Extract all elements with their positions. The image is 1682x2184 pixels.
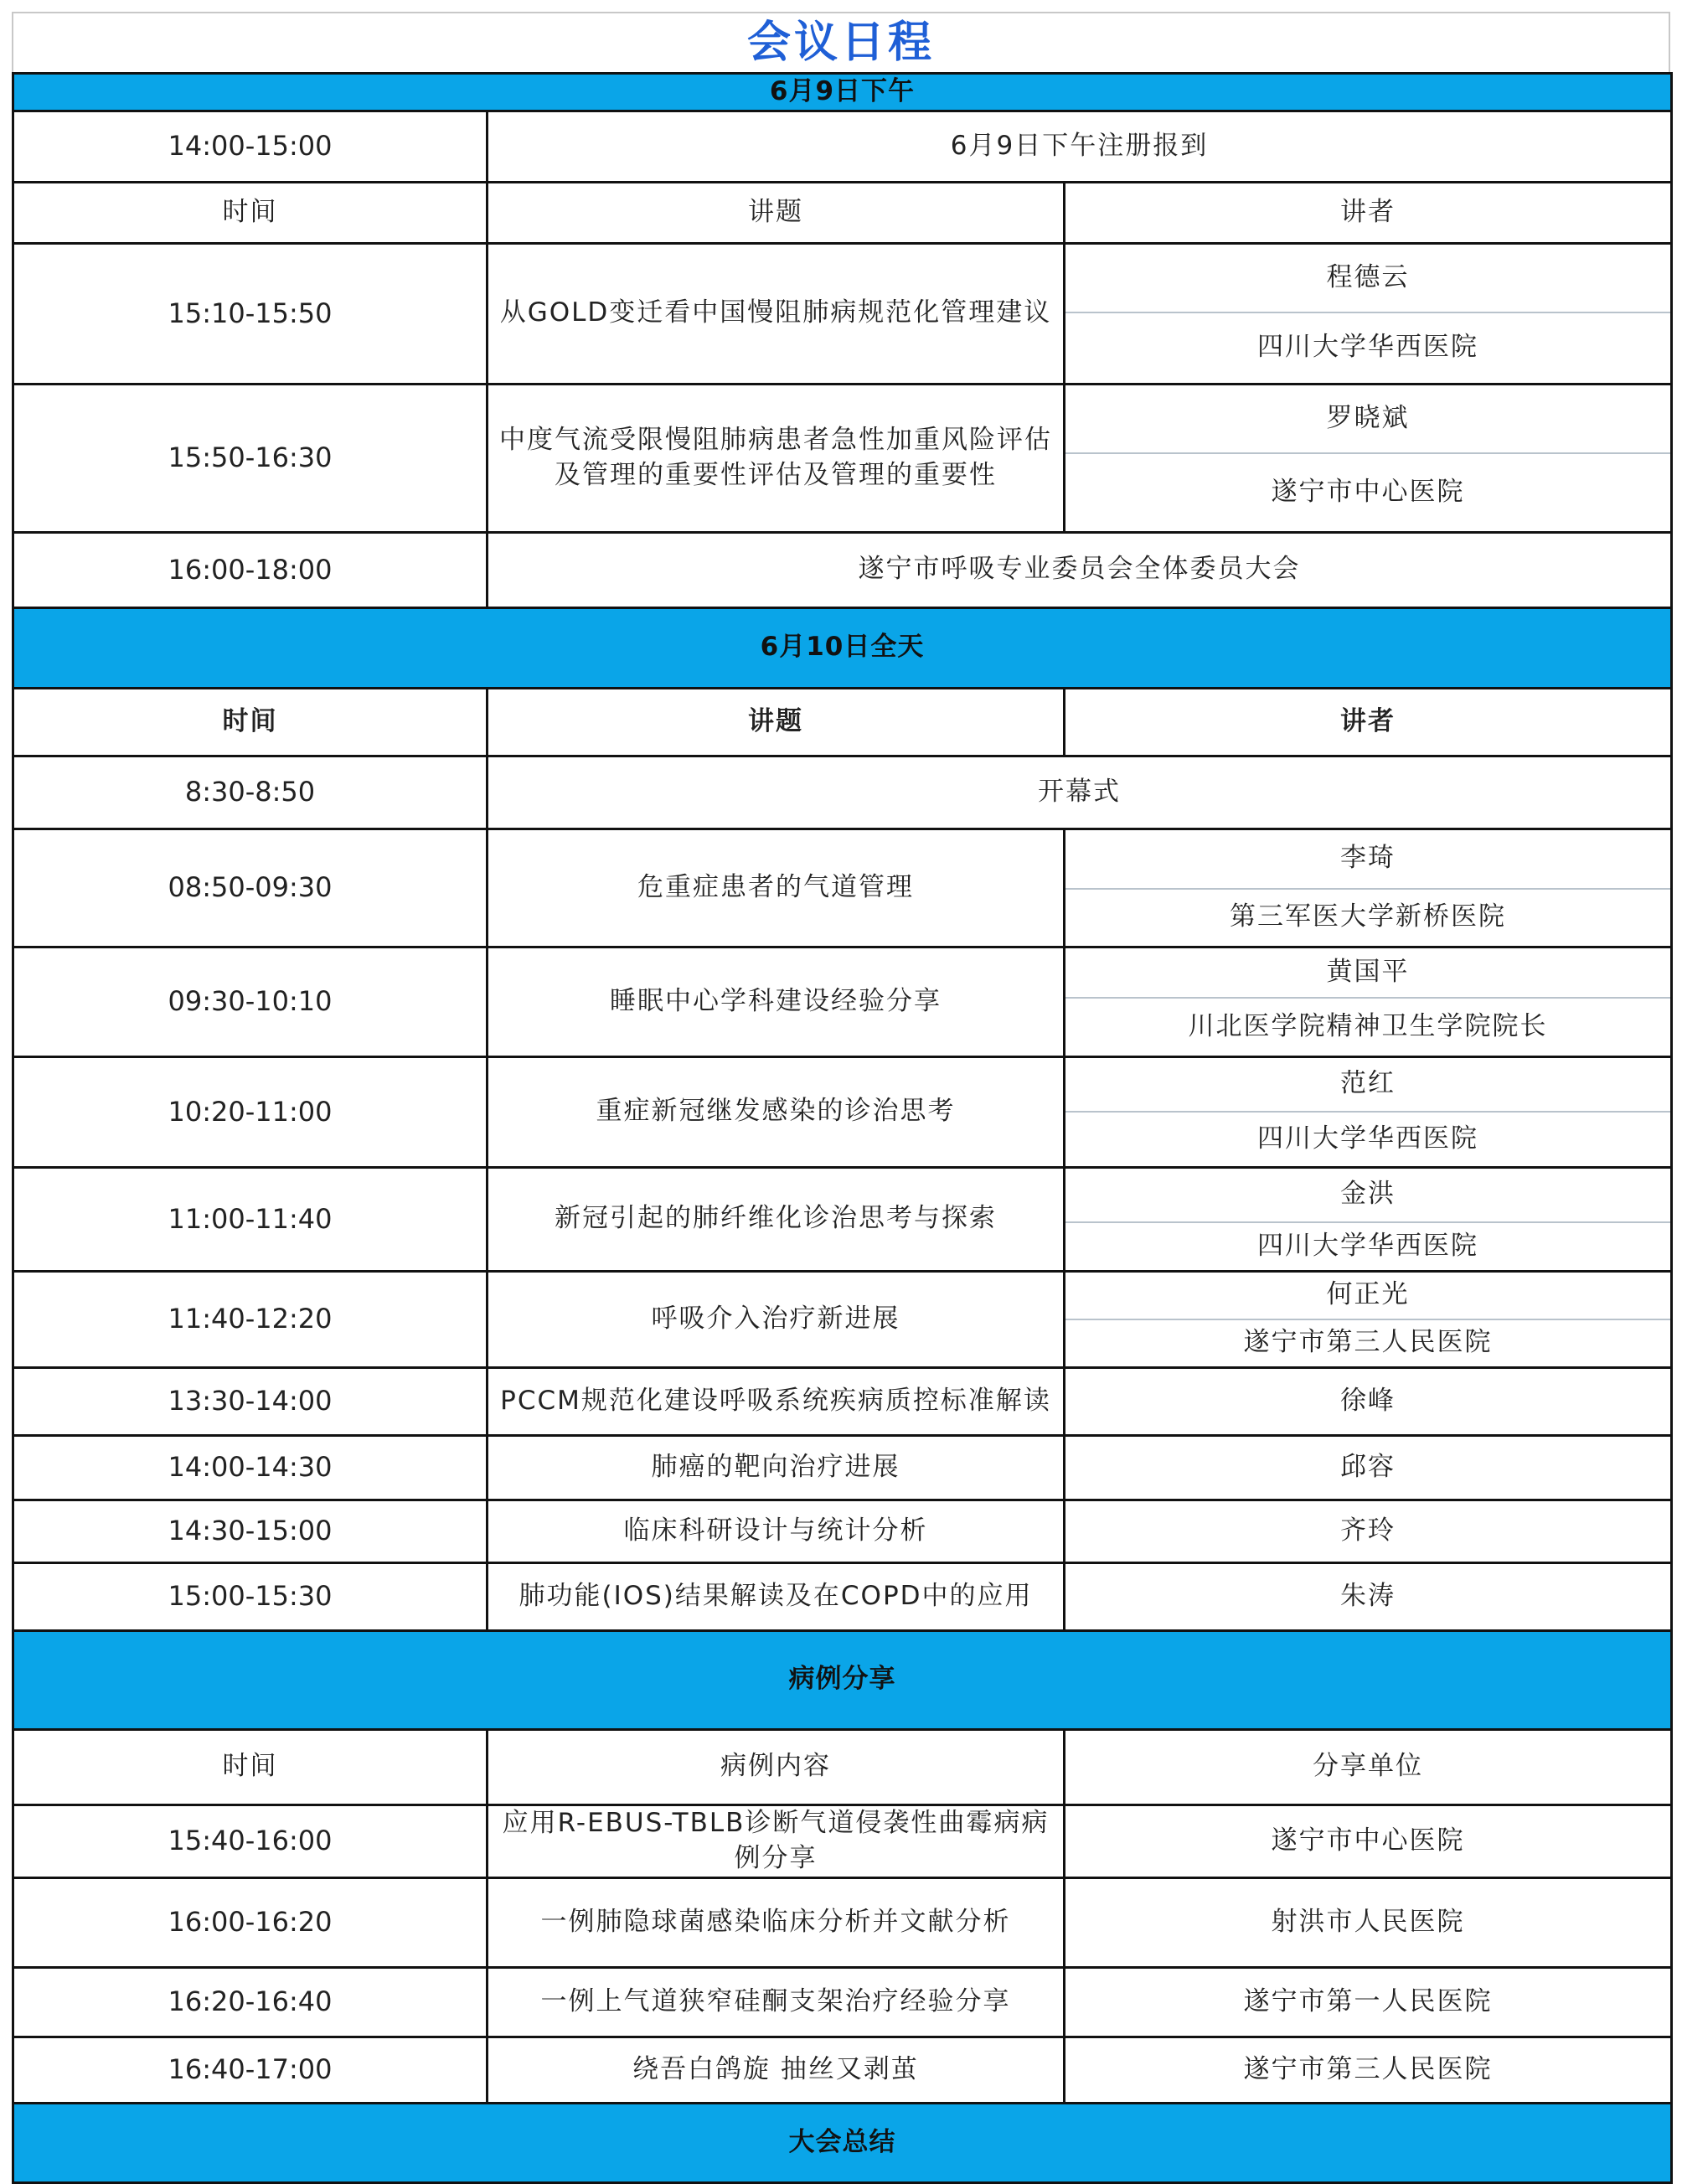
event-cell: 遂宁市呼吸专业委员会全体委员大会 <box>488 532 1672 607</box>
time-cell: 11:40-12:20 <box>13 1271 488 1367</box>
speaker-name: 程德云 <box>1065 245 1670 313</box>
case-row <box>13 2037 1672 2103</box>
topic-cell: 肺功能(IOS)结果解读及在COPD中的应用 <box>488 1562 1065 1630</box>
header-topic: 讲题 <box>488 182 1065 243</box>
talk-row <box>13 384 1672 532</box>
agenda-page <box>12 12 1670 2184</box>
speaker-cell <box>1065 1271 1672 1367</box>
header-time: 时间 <box>13 1729 488 1805</box>
talk-row <box>13 1367 1672 1435</box>
topic-cell: 应用R-EBUS-TBLB诊断气道侵袭性曲霉病病例分享 <box>488 1805 1065 1877</box>
topic-cell: 绕吾白鸽旋 抽丝又剥茧 <box>488 2037 1065 2103</box>
topic-cell: 中度气流受限慢阻肺病患者急性加重风险评估及管理的重要性评估及管理的重要性 <box>488 384 1065 532</box>
speaker-name: 黄国平 <box>1065 948 1670 999</box>
speaker-name: 金洪 <box>1065 1169 1670 1223</box>
unit-cell: 射洪市人民医院 <box>1065 1877 1672 1967</box>
section-band-summary <box>13 2103 1672 2182</box>
header-time: 时间 <box>13 688 488 756</box>
speaker-cell <box>1065 829 1672 947</box>
time-cell: 15:40-16:00 <box>13 1805 488 1877</box>
speaker-name: 罗晓斌 <box>1065 385 1670 454</box>
time-cell: 16:00-16:20 <box>13 1877 488 1967</box>
topic-cell: PCCM规范化建设呼吸系统疾病质控标准解读 <box>488 1367 1065 1435</box>
meeting-row <box>13 532 1672 607</box>
speaker-cell: 朱涛 <box>1065 1562 1672 1630</box>
section-title: 大会总结 <box>13 2103 1672 2182</box>
agenda-table <box>12 72 1673 2184</box>
header-row <box>13 1729 1672 1805</box>
speaker-cell <box>1065 947 1672 1056</box>
speaker-cell <box>1065 1167 1672 1271</box>
unit-cell: 遂宁市第三人民医院 <box>1065 2037 1672 2103</box>
time-cell: 14:30-15:00 <box>13 1500 488 1562</box>
time-cell: 10:20-11:00 <box>13 1056 488 1167</box>
speaker-org: 川北医学院精神卫生学院院长 <box>1188 1010 1548 1041</box>
talk-row <box>13 829 1672 947</box>
opening-row <box>13 756 1672 829</box>
header-row <box>13 182 1672 243</box>
speaker-cell <box>1065 243 1672 384</box>
header-speaker: 讲者 <box>1065 182 1672 243</box>
topic-cell: 临床科研设计与统计分析 <box>488 1500 1065 1562</box>
talk-row <box>13 243 1672 384</box>
section-band-cases <box>13 1630 1672 1729</box>
topic-cell: 肺癌的靶向治疗进展 <box>488 1435 1065 1500</box>
time-cell: 09:30-10:10 <box>13 947 488 1056</box>
speaker-org: 遂宁市第三人民医院 <box>1243 1327 1493 1358</box>
topic-cell: 从GOLD变迁看中国慢阻肺病规范化管理建议 <box>488 243 1065 384</box>
speaker-org: 四川大学华西医院 <box>1257 1123 1478 1154</box>
speaker-cell: 邱容 <box>1065 1435 1672 1500</box>
time-cell: 08:50-09:30 <box>13 829 488 947</box>
speaker-name: 李琦 <box>1065 830 1670 890</box>
header-topic: 讲题 <box>488 688 1065 756</box>
case-row <box>13 1967 1672 2037</box>
case-row <box>13 1805 1672 1877</box>
topic-cell: 重症新冠继发感染的诊治思考 <box>488 1056 1065 1167</box>
topic-cell: 呼吸介入治疗新进展 <box>488 1271 1065 1367</box>
speaker-org: 第三军医大学新桥医院 <box>1230 901 1506 932</box>
time-cell: 14:00-15:00 <box>13 111 488 182</box>
unit-cell: 遂宁市第一人民医院 <box>1065 1967 1672 2037</box>
speaker-org: 遂宁市中心医院 <box>1271 476 1465 507</box>
topic-cell: 一例上气道狭窄硅酮支架治疗经验分享 <box>488 1967 1065 2037</box>
page-title: 会议日程 <box>12 12 1670 72</box>
talk-row <box>13 1435 1672 1500</box>
header-topic: 病例内容 <box>488 1729 1065 1805</box>
speaker-name: 何正光 <box>1065 1273 1670 1320</box>
header-time: 时间 <box>13 182 488 243</box>
speaker-cell <box>1065 384 1672 532</box>
time-cell: 14:00-14:30 <box>13 1435 488 1500</box>
speaker-org: 四川大学华西医院 <box>1257 1230 1478 1261</box>
speaker-cell <box>1065 1056 1672 1167</box>
speaker-name: 范红 <box>1065 1058 1670 1113</box>
header-unit: 分享单位 <box>1065 1729 1672 1805</box>
event-cell: 开幕式 <box>488 756 1672 829</box>
talk-row <box>13 947 1672 1056</box>
unit-cell: 遂宁市中心医院 <box>1065 1805 1672 1877</box>
section-band-day1 <box>13 74 1672 111</box>
time-cell: 15:00-15:30 <box>13 1562 488 1630</box>
time-cell: 11:00-11:40 <box>13 1167 488 1271</box>
section-title: 病例分享 <box>13 1630 1672 1729</box>
time-cell: 16:00-18:00 <box>13 532 488 607</box>
time-cell: 15:50-16:30 <box>13 384 488 532</box>
talk-row <box>13 1056 1672 1167</box>
case-row <box>13 1877 1672 1967</box>
speaker-org: 四川大学华西医院 <box>1257 332 1478 363</box>
topic-cell: 新冠引起的肺纤维化诊治思考与探索 <box>488 1167 1065 1271</box>
topic-cell: 睡眠中心学科建设经验分享 <box>488 947 1065 1056</box>
section-title: 6月9日下午 <box>13 74 1672 111</box>
header-speaker: 讲者 <box>1065 688 1672 756</box>
time-cell: 15:10-15:50 <box>13 243 488 384</box>
speaker-cell: 徐峰 <box>1065 1367 1672 1435</box>
talk-row <box>13 1500 1672 1562</box>
time-cell: 16:40-17:00 <box>13 2037 488 2103</box>
time-cell: 8:30-8:50 <box>13 756 488 829</box>
topic-cell: 一例肺隐球菌感染临床分析并文献分析 <box>488 1877 1065 1967</box>
speaker-cell: 齐玲 <box>1065 1500 1672 1562</box>
talk-row <box>13 1562 1672 1630</box>
topic-cell: 危重症患者的气道管理 <box>488 829 1065 947</box>
time-cell: 16:20-16:40 <box>13 1967 488 2037</box>
event-cell: 6月9日下午注册报到 <box>488 111 1672 182</box>
header-row <box>13 688 1672 756</box>
registration-row <box>13 111 1672 182</box>
section-band-day2 <box>13 607 1672 688</box>
talk-row <box>13 1271 1672 1367</box>
section-title: 6月10日全天 <box>13 607 1672 688</box>
time-cell: 13:30-14:00 <box>13 1367 488 1435</box>
talk-row <box>13 1167 1672 1271</box>
